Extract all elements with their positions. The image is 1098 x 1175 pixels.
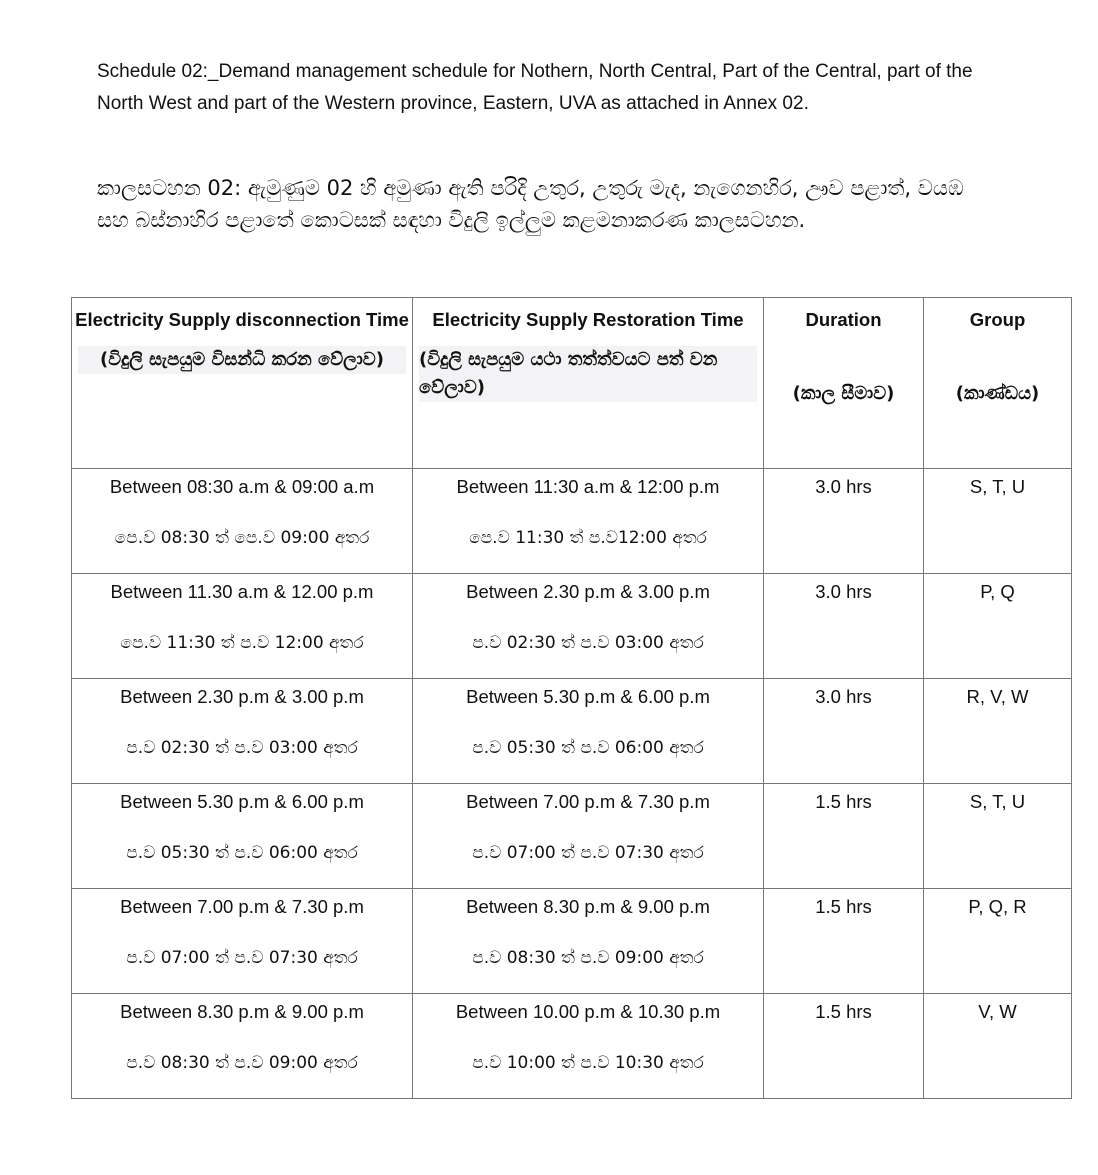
- duration-cell: [764, 889, 924, 994]
- duration-cell: [764, 679, 924, 784]
- time-si: පෙ.ව 11:30 ත් ප.ව12:00 අතර: [469, 528, 707, 548]
- intro-english: Schedule 02:_Demand management schedule for Nothern, North Central, Part of the Central, part of the North West and part of the Western province, Eastern, UVA as attached in Annex 02.: [97, 61, 973, 114]
- group-cell: [924, 574, 1072, 679]
- time-si: ප.ව 08:30 ත් ප.ව 09:00 අතර: [472, 948, 704, 968]
- header-en: Duration: [805, 309, 882, 330]
- header-group: [924, 298, 1072, 469]
- group: S, T, U: [969, 476, 1026, 497]
- duration-cell: [764, 784, 924, 889]
- header-en: Electricity Supply disconnection Time: [75, 309, 409, 330]
- group-cell: [924, 784, 1072, 889]
- group-cell: [924, 994, 1072, 1099]
- time-en: Between 8.30 p.m & 9.00 p.m: [466, 896, 710, 917]
- duration: 1.5 hrs: [815, 896, 872, 917]
- group-cell: [924, 889, 1072, 994]
- restoration-cell: [413, 574, 764, 679]
- header-restoration: [413, 298, 764, 469]
- group: P, Q, R: [968, 896, 1027, 917]
- time-en: Between 11.30 a.m & 12.00 p.m: [110, 581, 374, 602]
- table-row: [72, 889, 1072, 994]
- time-en: Between 08:30 a.m & 09:00 a.m: [109, 476, 375, 497]
- duration-cell: [764, 574, 924, 679]
- group: V, W: [978, 1001, 1017, 1022]
- table-row: [72, 784, 1072, 889]
- time-si: ප.ව 10:00 ත් ප.ව 10:30 අතර: [472, 1053, 704, 1073]
- header-en: Group: [969, 309, 1026, 330]
- duration-cell: [764, 469, 924, 574]
- group-cell: [924, 679, 1072, 784]
- header-en: Electricity Supply Restoration Time: [432, 309, 744, 330]
- time-si: ප.ව 05:30 ත් ප.ව 06:00 අතර: [472, 738, 704, 758]
- time-si: ප.ව 02:30 ත් ප.ව 03:00 අතර: [126, 738, 358, 758]
- restoration-cell: [413, 679, 764, 784]
- time-si: ප.ව 07:00 ත් ප.ව 07:30 අතර: [126, 948, 358, 968]
- header-duration: [764, 298, 924, 469]
- group: S, T, U: [969, 791, 1026, 812]
- table-row: [72, 994, 1072, 1099]
- time-si: ප.ව 05:30 ත් ප.ව 06:00 අතර: [126, 843, 358, 863]
- disconnection-cell: [72, 469, 413, 574]
- header-row: [72, 298, 1072, 469]
- table-row: [72, 469, 1072, 574]
- group: P, Q: [980, 581, 1015, 602]
- time-en: Between 7.00 p.m & 7.30 p.m: [120, 896, 364, 917]
- schedule-table: [71, 297, 1072, 1099]
- disconnection-cell: [72, 784, 413, 889]
- duration: 1.5 hrs: [815, 1001, 872, 1022]
- time-si: ප.ව 07:00 ත් ප.ව 07:30 අතර: [472, 843, 704, 863]
- time-si: ප.ව 02:30 ත් ප.ව 03:00 අතර: [472, 633, 704, 653]
- duration: 1.5 hrs: [815, 791, 872, 812]
- header-si: (කාල සීමාව): [792, 383, 895, 404]
- intro-sinhala: කාලසටහන 02: ඇමුණුම 02 හි අමුණා ඇති පරිදි උතුර, උතුරු මැද, නැගෙනහිර, ඌව පළාත්, වයඹ සහ බස්නාහිර පළාතේ කොටසක් සඳහා විදුලි ඉල්ලුම කළමනාකරණ කාලසටහන.: [97, 176, 964, 232]
- table-row: [72, 574, 1072, 679]
- disconnection-cell: [72, 889, 413, 994]
- duration: 3.0 hrs: [815, 581, 872, 602]
- time-si: පෙ.ව 08:30 ත් පෙ.ව 09:00 අතර: [114, 528, 370, 548]
- restoration-cell: [413, 889, 764, 994]
- restoration-cell: [413, 994, 764, 1099]
- header-si: (විදුලි සැපයුම විසන්ධි කරන වේලාව): [78, 346, 406, 374]
- disconnection-cell: [72, 679, 413, 784]
- header-si: (කාණ්ඩය): [955, 383, 1040, 404]
- restoration-cell: [413, 469, 764, 574]
- time-en: Between 5.30 p.m & 6.00 p.m: [466, 686, 710, 707]
- time-en: Between 8.30 p.m & 9.00 p.m: [120, 1001, 364, 1022]
- time-en: Between 7.00 p.m & 7.30 p.m: [466, 791, 710, 812]
- header-si: (විදුලි සැපයුම යථා තත්ත්වයට පත් වන වේලාව): [419, 346, 757, 402]
- time-si: පෙ.ව 11:30 ත් ප.ව 12:00 අතර: [120, 633, 364, 653]
- time-en: Between 2.30 p.m & 3.00 p.m: [466, 581, 710, 602]
- table-row: [72, 679, 1072, 784]
- time-en: Between 2.30 p.m & 3.00 p.m: [120, 686, 364, 707]
- disconnection-cell: [72, 994, 413, 1099]
- restoration-cell: [413, 784, 764, 889]
- duration: 3.0 hrs: [815, 686, 872, 707]
- time-en: Between 5.30 p.m & 6.00 p.m: [120, 791, 364, 812]
- time-si: ප.ව 08:30 ත් ප.ව 09:00 අතර: [126, 1053, 358, 1073]
- time-en: Between 11:30 a.m & 12:00 p.m: [456, 476, 720, 497]
- time-en: Between 10.00 p.m & 10.30 p.m: [455, 1001, 721, 1022]
- duration: 3.0 hrs: [815, 476, 872, 497]
- disconnection-cell: [72, 574, 413, 679]
- duration-cell: [764, 994, 924, 1099]
- group-cell: [924, 469, 1072, 574]
- header-disconnection: [72, 298, 413, 469]
- group: R, V, W: [966, 686, 1029, 707]
